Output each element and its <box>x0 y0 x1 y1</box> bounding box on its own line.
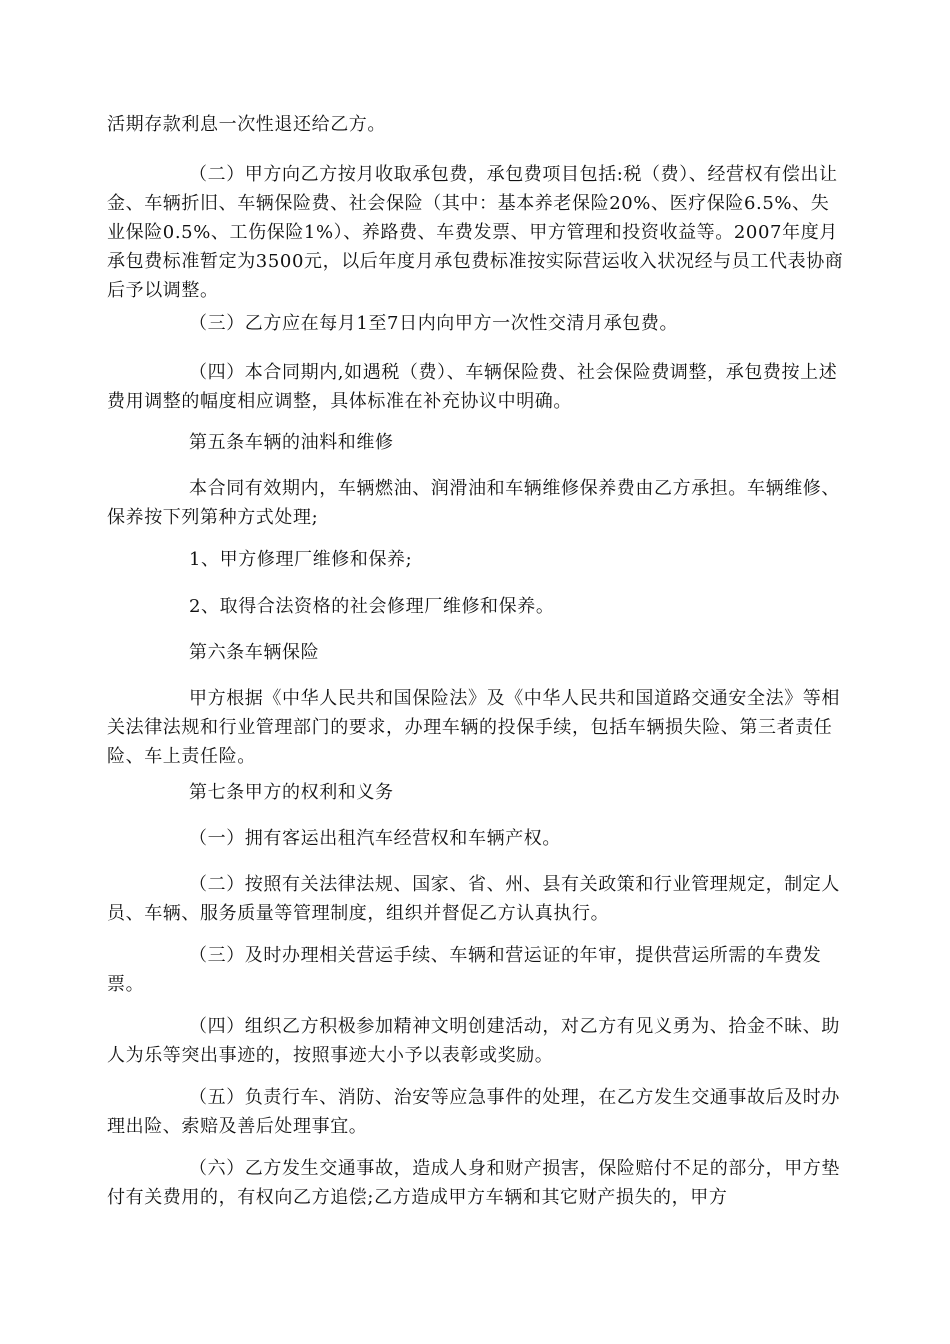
paragraph-continuation: 活期存款利息一次性退还给乙方。 <box>107 114 386 135</box>
paragraph-clause-4-2: （二）甲方向乙方按月收取承包费，承包费项目包括:税（费）、经营权有偿出让金、车辆折旧、车辆保险费、社会保险（其中：基本养老保险20%、医疗保险6.5%、失业保险0.5%、工伤保险1%）、养路费、车费发票、甲方管理和投资收益等。2007年度月承包费标准暂定为3500元，以后年度月承包费标准按实际营运收入状况经与员工代表协商后予以调整。 <box>107 164 844 301</box>
paragraph-clause-4-4: （四）本合同期内,如遇税（费）、车辆保险费、社会保险费调整，承包费按上述费用调整的幅度相应调整，具体标准在补充协议中明确。 <box>107 362 838 412</box>
list-item-option-2: 2、取得合法资格的社会修理厂维修和保养。 <box>189 596 555 617</box>
paragraph-article-5-body: 本合同有效期内，车辆燃油、润滑油和车辆维修保养费由乙方承担。车辆维修、保养按下列第种方式处理; <box>107 478 840 528</box>
heading-article-7: 第七条甲方的权利和义务 <box>189 782 394 803</box>
paragraph-article-6-body: 甲方根据《中华人民共和国保险法》及《中华人民共和国道路交通安全法》等相关法律法规和行业管理部门的要求，办理车辆的投保手续，包括车辆损失险、第三者责任险、车上责任险。 <box>107 688 840 767</box>
paragraph-clause-4-3: （三）乙方应在每月1至7日内向甲方一次性交清月承包费。 <box>189 313 679 334</box>
paragraph-clause-7-4: （四）组织乙方积极参加精神文明创建活动，对乙方有见义勇为、拾金不昧、助人为乐等突出事迹的，按照事迹大小予以表彰或奖励。 <box>107 1016 840 1066</box>
heading-article-5: 第五条车辆的油料和维修 <box>189 432 394 453</box>
paragraph-clause-7-2: （二）按照有关法律法规、国家、省、州、县有关政策和行业管理规定，制定人员、车辆、服务质量等管理制度，组织并督促乙方认真执行。 <box>107 874 840 924</box>
heading-article-6: 第六条车辆保险 <box>189 642 320 663</box>
paragraph-clause-7-6: （六）乙方发生交通事故，造成人身和财产损害，保险赔付不足的部分，甲方垫付有关费用的，有权向乙方追偿;乙方造成甲方车辆和其它财产损失的，甲方 <box>107 1158 840 1208</box>
list-item-option-1: 1、甲方修理厂维修和保养; <box>189 549 413 570</box>
paragraph-clause-7-1: （一）拥有客运出租汽车经营权和车辆产权。 <box>189 828 561 849</box>
paragraph-clause-7-5: （五）负责行车、消防、治安等应急事件的处理，在乙方发生交通事故后及时办理出险、索赔及善后处理事宜。 <box>107 1087 840 1137</box>
paragraph-clause-7-3: （三）及时办理相关营运手续、车辆和营运证的年审，提供营运所需的车费发票。 <box>107 945 822 995</box>
